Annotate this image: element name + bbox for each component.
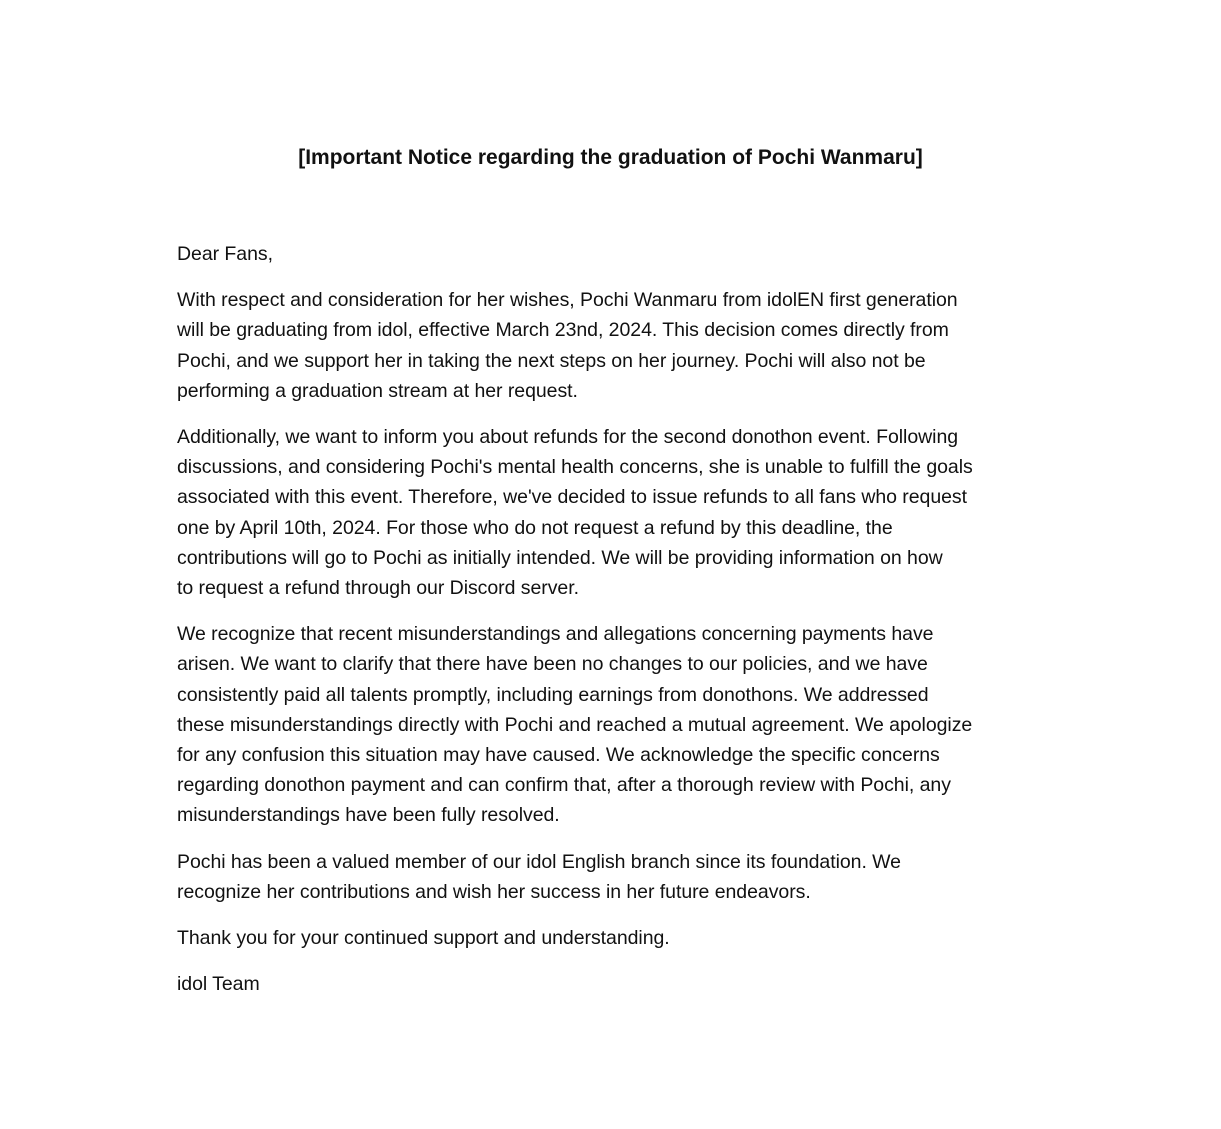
text-line: will be graduating from idol, effective March 23nd, 2024. This decision comes directly from bbox=[177, 319, 949, 342]
text-line: Pochi, and we support her in taking the next steps on her journey. Pochi will also not be bbox=[177, 349, 926, 372]
text-line: associated with this event. Therefore, we've decided to issue refunds to all fans who request bbox=[177, 486, 967, 509]
text-line: consistently paid all talents promptly, including earnings from donothons. We addressed bbox=[177, 683, 929, 706]
paragraph-refunds bbox=[177, 422, 1045, 603]
text-line: Pochi has been a valued member of our idol English branch since its foundation. We bbox=[177, 850, 901, 873]
paragraph-payments bbox=[177, 619, 1045, 830]
text-line: contributions will go to Pochi as initially intended. We will be providing information on how bbox=[177, 546, 943, 569]
text-line: Additionally, we want to inform you about refunds for the second donothon event. Following bbox=[177, 426, 959, 449]
greeting: Dear Fans, bbox=[177, 243, 273, 265]
paragraph-appreciation bbox=[177, 847, 1045, 907]
paragraph-graduation bbox=[177, 285, 1045, 406]
text-line: We recognize that recent misunderstandings and allegations concerning payments have bbox=[177, 623, 934, 646]
text-line: misunderstandings have been fully resolved. bbox=[177, 804, 560, 827]
text-line: discussions, and considering Pochi's mental health concerns, she is unable to fulfill the goals bbox=[177, 456, 973, 479]
text-line: recognize her contributions and wish her success in her future endeavors. bbox=[177, 880, 811, 903]
text-line: these misunderstandings directly with Pochi and reached a mutual agreement. We apologize bbox=[177, 713, 973, 736]
signature: idol Team bbox=[177, 973, 260, 996]
text-line: performing a graduation stream at her request. bbox=[177, 379, 578, 402]
notice-body bbox=[177, 239, 1045, 1015]
text-line: one by April 10th, 2024. For those who do not request a refund by this deadline, the bbox=[177, 516, 893, 539]
text-line: for any confusion this situation may have caused. We acknowledge the specific concerns bbox=[177, 744, 940, 767]
text-line: to request a refund through our Discord server. bbox=[177, 577, 579, 600]
text-line: arisen. We want to clarify that there have been no changes to our policies, and we have bbox=[177, 653, 928, 676]
notice-title: [Important Notice regarding the graduation of Pochi Wanmaru] bbox=[298, 146, 923, 169]
text-line: With respect and consideration for her wishes, Pochi Wanmaru from idolEN first generation bbox=[177, 289, 958, 312]
text-line: regarding donothon payment and can confirm that, after a thorough review with Pochi, any bbox=[177, 774, 951, 797]
closing: Thank you for your continued support and understanding. bbox=[177, 927, 670, 950]
